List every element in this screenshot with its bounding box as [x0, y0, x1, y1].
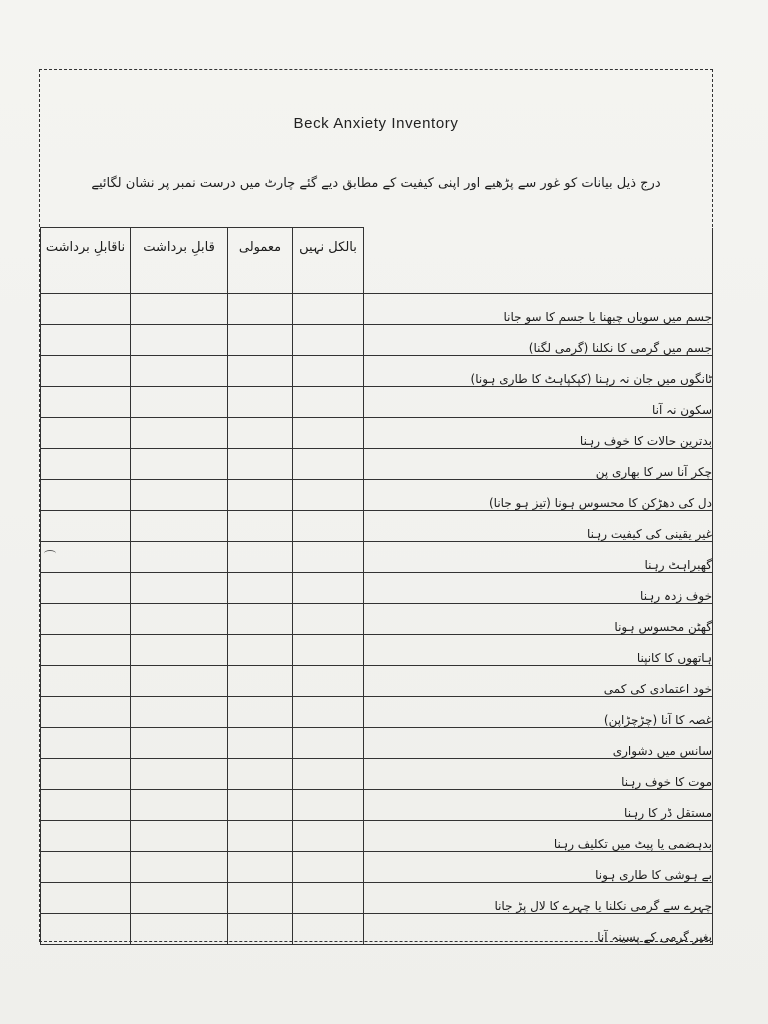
rating-cell-not-at-all[interactable]	[293, 418, 364, 449]
item-label: جسم میں گرمی کا نکلنا (گرمی لگنا)	[364, 325, 713, 356]
table-row	[41, 821, 713, 852]
rating-cell-moderate[interactable]	[131, 790, 228, 821]
rating-cell-severe[interactable]	[41, 666, 131, 697]
rating-cell-not-at-all[interactable]	[293, 542, 364, 573]
table-row	[41, 418, 713, 449]
item-label: گھبراہٹ رہنا	[364, 542, 713, 573]
table-row	[41, 325, 713, 356]
rating-cell-mild[interactable]	[228, 728, 293, 759]
rating-cell-moderate[interactable]	[131, 356, 228, 387]
rating-cell-severe[interactable]	[41, 387, 131, 418]
rating-cell-not-at-all[interactable]	[293, 325, 364, 356]
rating-cell-moderate[interactable]	[131, 418, 228, 449]
rating-cell-not-at-all[interactable]	[293, 573, 364, 604]
item-label: بدہضمی یا پیٹ میں تکلیف رہنا	[364, 821, 713, 852]
rating-cell-not-at-all[interactable]	[293, 511, 364, 542]
item-label: غیر یقینی کی کیفیت رہنا	[364, 511, 713, 542]
rating-cell-mild[interactable]	[228, 852, 293, 883]
item-label: سانس میں دشواری	[364, 728, 713, 759]
rating-cell-moderate[interactable]	[131, 666, 228, 697]
rating-cell-moderate[interactable]	[131, 883, 228, 914]
rating-cell-mild[interactable]	[228, 790, 293, 821]
table-row	[41, 542, 713, 573]
header-mild: معمولی	[228, 228, 293, 294]
rating-cell-severe[interactable]	[41, 480, 131, 511]
rating-cell-severe[interactable]	[41, 418, 131, 449]
table-row	[41, 635, 713, 666]
table-row	[41, 387, 713, 418]
table-row	[41, 573, 713, 604]
item-label: چہرے سے گرمی نکلنا یا چہرے کا لال پڑ جانا	[364, 883, 713, 914]
item-label: ٹانگوں میں جان نہ رہنا (کپکپاہٹ کا طاری ہونا)	[364, 356, 713, 387]
rating-cell-moderate[interactable]	[131, 821, 228, 852]
item-label: ہاتھوں کا کانپنا	[364, 635, 713, 666]
header-item	[364, 228, 713, 294]
rating-cell-not-at-all[interactable]	[293, 604, 364, 635]
table-row	[41, 604, 713, 635]
rating-cell-severe[interactable]	[41, 821, 131, 852]
rating-cell-severe[interactable]	[41, 883, 131, 914]
rating-cell-not-at-all[interactable]	[293, 821, 364, 852]
rating-cell-not-at-all[interactable]	[293, 697, 364, 728]
rating-cell-severe[interactable]	[41, 573, 131, 604]
rating-cell-severe[interactable]	[41, 759, 131, 790]
header-moderate: قابلِ برداشت	[131, 228, 228, 294]
rating-cell-mild[interactable]	[228, 480, 293, 511]
table-row	[41, 790, 713, 821]
rating-cell-severe[interactable]	[41, 604, 131, 635]
rating-cell-not-at-all[interactable]	[293, 728, 364, 759]
rating-cell-moderate[interactable]	[131, 294, 228, 325]
rating-cell-severe[interactable]	[41, 790, 131, 821]
rating-cell-mild[interactable]	[228, 914, 293, 945]
rating-cell-severe[interactable]	[41, 449, 131, 480]
rating-cell-moderate[interactable]	[131, 728, 228, 759]
rating-cell-not-at-all[interactable]	[293, 666, 364, 697]
rating-cell-moderate[interactable]	[131, 852, 228, 883]
rating-cell-mild[interactable]	[228, 387, 293, 418]
table-row	[41, 480, 713, 511]
rating-cell-not-at-all[interactable]	[293, 852, 364, 883]
rating-cell-mild[interactable]	[228, 666, 293, 697]
rating-cell-severe[interactable]	[41, 914, 131, 945]
rating-cell-mild[interactable]	[228, 325, 293, 356]
rating-cell-not-at-all[interactable]	[293, 356, 364, 387]
item-label: غصہ کا آنا (چڑچڑاپن)	[364, 697, 713, 728]
form-title: Beck Anxiety Inventory	[293, 115, 459, 132]
table-header-row	[41, 228, 713, 294]
rating-cell-not-at-all[interactable]	[293, 635, 364, 666]
rating-cell-mild[interactable]	[228, 635, 293, 666]
rating-cell-not-at-all[interactable]	[293, 790, 364, 821]
table-row	[41, 914, 713, 945]
item-label: جسم میں سویاں چبھنا یا جسم کا سو جانا	[364, 294, 713, 325]
rating-cell-severe[interactable]	[41, 356, 131, 387]
rating-cell-mild[interactable]	[228, 418, 293, 449]
rating-cell-moderate[interactable]	[131, 480, 228, 511]
header-not-at-all: بالکل نہیں	[293, 228, 364, 294]
item-label: مستقل ڈر کا رہنا	[364, 790, 713, 821]
item-label: چکر آنا سر کا بھاری پن	[364, 449, 713, 480]
item-label: بدترین حالات کا خوف رہنا	[364, 418, 713, 449]
rating-cell-moderate[interactable]	[131, 635, 228, 666]
rating-cell-mild[interactable]	[228, 356, 293, 387]
table-row	[41, 883, 713, 914]
rating-cell-severe[interactable]	[41, 852, 131, 883]
rating-cell-moderate[interactable]	[131, 573, 228, 604]
table-row	[41, 697, 713, 728]
table-row	[41, 294, 713, 325]
rating-cell-not-at-all[interactable]	[293, 480, 364, 511]
rating-cell-moderate[interactable]	[131, 759, 228, 790]
table-row	[41, 666, 713, 697]
rating-cell-severe[interactable]	[41, 697, 131, 728]
rating-cell-severe[interactable]	[41, 325, 131, 356]
rating-cell-mild[interactable]	[228, 883, 293, 914]
rating-cell-moderate[interactable]	[131, 511, 228, 542]
rating-cell-mild[interactable]	[228, 697, 293, 728]
table-row	[41, 759, 713, 790]
rating-cell-not-at-all[interactable]	[293, 294, 364, 325]
rating-cell-mild[interactable]	[228, 821, 293, 852]
rating-cell-moderate[interactable]	[131, 325, 228, 356]
rating-cell-mild[interactable]	[228, 511, 293, 542]
inventory-form	[39, 69, 713, 942]
rating-cell-severe[interactable]	[41, 542, 131, 573]
table-row	[41, 449, 713, 480]
rating-cell-not-at-all[interactable]	[293, 759, 364, 790]
item-label: دل کی دھڑکن کا محسوس ہونا (تیز ہو جانا)	[364, 480, 713, 511]
rating-cell-mild[interactable]	[228, 759, 293, 790]
rating-cell-mild[interactable]	[228, 604, 293, 635]
rating-cell-moderate[interactable]	[131, 697, 228, 728]
rating-cell-mild[interactable]	[228, 449, 293, 480]
item-label: موت کا خوف رہنا	[364, 759, 713, 790]
item-label: گھٹن محسوس ہونا	[364, 604, 713, 635]
rating-cell-severe[interactable]	[41, 294, 131, 325]
form-instruction: درج ذیل بیانات کو غور سے پڑھیے اور اپنی کیفیت کے مطابق دیے گئے چارٹ میں درست نمبر پر نشان لگائیے	[91, 176, 661, 191]
item-label: خوف زدہ رہنا	[364, 573, 713, 604]
rating-cell-moderate[interactable]	[131, 604, 228, 635]
table-row	[41, 728, 713, 759]
rating-cell-moderate[interactable]	[131, 449, 228, 480]
rating-cell-severe[interactable]	[41, 728, 131, 759]
rating-cell-not-at-all[interactable]	[293, 914, 364, 945]
rating-cell-mild[interactable]	[228, 573, 293, 604]
rating-cell-not-at-all[interactable]	[293, 883, 364, 914]
item-label: بغیر گرمی کے پسینہ آنا	[364, 914, 713, 945]
rating-cell-not-at-all[interactable]	[293, 449, 364, 480]
rating-cell-severe[interactable]	[41, 511, 131, 542]
rating-cell-moderate[interactable]	[131, 542, 228, 573]
table-row	[41, 356, 713, 387]
rating-cell-not-at-all[interactable]	[293, 387, 364, 418]
header-severe: ناقابلِ برداشت	[41, 228, 131, 294]
stray-mark	[44, 550, 56, 557]
rating-table	[40, 227, 713, 945]
table-row	[41, 852, 713, 883]
table-row	[41, 511, 713, 542]
rating-cell-moderate[interactable]	[131, 387, 228, 418]
rating-cell-mild[interactable]	[228, 294, 293, 325]
item-label: خود اعتمادی کی کمی	[364, 666, 713, 697]
rating-cell-severe[interactable]	[41, 635, 131, 666]
rating-cell-mild[interactable]	[228, 542, 293, 573]
item-label: سکون نہ آنا	[364, 387, 713, 418]
item-label: بے ہوشی کا طاری ہونا	[364, 852, 713, 883]
rating-cell-moderate[interactable]	[131, 914, 228, 945]
